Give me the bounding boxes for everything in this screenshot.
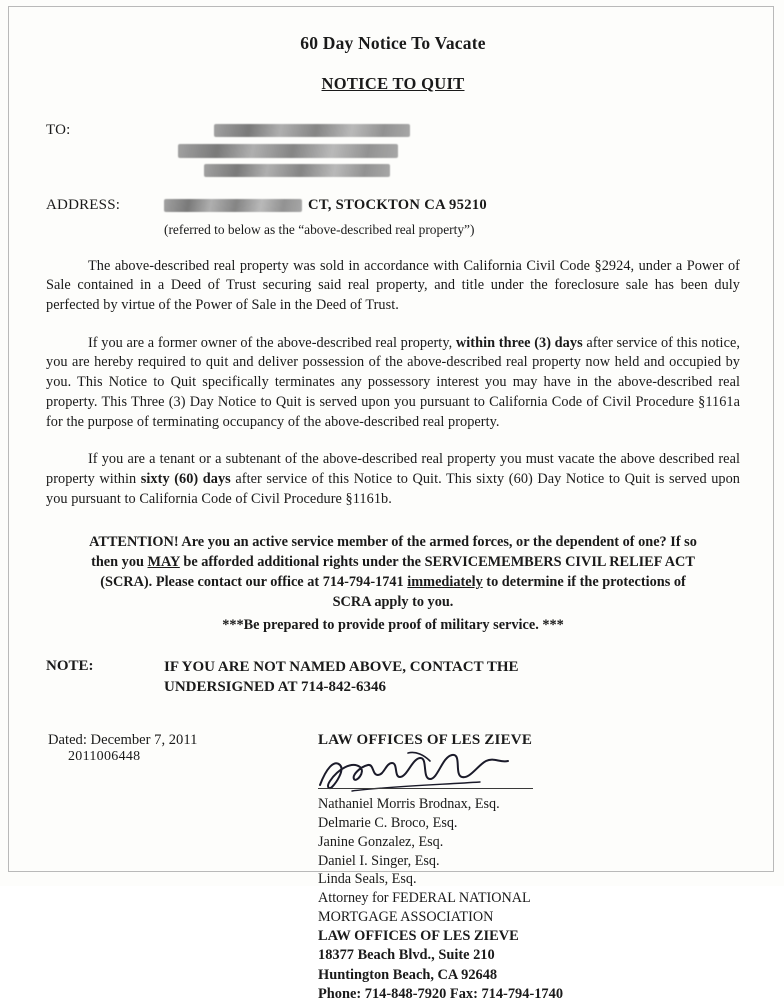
firm-footer-name: LAW OFFICES OF LES ZIEVE [318, 928, 519, 944]
attorney-name: Janine Gonzalez, Esq. [318, 833, 444, 850]
signature [318, 753, 533, 795]
redaction-bar [178, 144, 398, 158]
firm-heading: LAW OFFICES OF LES ZIEVE [318, 732, 533, 749]
property-reference-note: (referred to below as the “above-described real property”) [164, 221, 475, 237]
redaction-bar [214, 124, 410, 137]
attorney-name: Nathaniel Morris Brodnax, Esq. [318, 795, 500, 812]
attention-line-2-post: be afforded additional rights under the SERVICEMEMBERS CIVIL RELIEF ACT [179, 553, 695, 570]
dated-line: Dated: December 7, 2011 [48, 732, 198, 749]
attention-line-2-pre: then you [91, 553, 148, 570]
address-label: ADDRESS: [46, 196, 121, 213]
paragraph-tenant: If you are a tenant or a subtenant of the above-described real property you must vacate the above described real property within sixty (60) days after service of this Notice to Quit. This sixty (60) Day Notice to Quit is served upon you pursuant to California Code of Civil Procedure §1161b. [46, 451, 741, 507]
military-service-note: ***Be prepared to provide proof of military service. *** [222, 616, 564, 633]
note-text [164, 657, 740, 698]
page-title: 60 Day Notice To Vacate [300, 33, 486, 53]
attention-block [46, 532, 740, 635]
document-subtitle: NOTICE TO QUIT [321, 74, 465, 94]
address-value [164, 196, 740, 216]
note-block [46, 657, 740, 698]
signature-area [46, 731, 740, 1005]
attorney-for-line-2: MORTGAGE ASSOCIATION [318, 909, 494, 926]
attorney-name: Delmarie C. Broco, Esq. [318, 814, 458, 831]
note-line-2: UNDERSIGNED AT 714-842-6346 [164, 678, 386, 695]
firm-footer [318, 927, 740, 1005]
firm-footer-phone: Phone: 714-848-7920 Fax: 714-794-1740 [318, 986, 564, 1003]
firm-footer-street: 18377 Beach Blvd., Suite 210 [318, 947, 495, 964]
attention-immediately-underlined: immediately [407, 573, 483, 590]
redaction-bar [204, 164, 390, 177]
to-row [46, 121, 740, 178]
address-text: CT, STOCKTON CA 95210 [308, 196, 488, 213]
attention-line-4: SCRA apply to you. [332, 593, 454, 610]
attention-line-3-pre: (SCRA). Please contact our office at 714-794-1741 [100, 573, 408, 590]
paragraph-former-owner: If you are a former owner of the above-described real property, within three (3) days after service of this notice, you are hereby required to quit and deliver possession of the above-described real property now held and occupied by you. This Notice to Quit specifically terminates any possessory interest you may have in the above-described real property. This Three (3) Day Notice to Quit is served upon you pursuant to California Code of Civil Procedure §1161a for the purpose of terminating occupancy of the above-described real property. [46, 334, 740, 430]
redaction-bar [164, 199, 302, 212]
attorney-name: Linda Seals, Esq. [318, 871, 417, 888]
attorney-for-line-1: Attorney for FEDERAL NATIONAL [318, 890, 531, 907]
note-line-1: IF YOU ARE NOT NAMED ABOVE, CONTACT THE [164, 658, 519, 675]
address-row [46, 196, 740, 216]
to-value-redacted [164, 121, 740, 178]
firm-footer-city: Huntington Beach, CA 92648 [318, 966, 498, 983]
case-number: 2011006448 [68, 749, 141, 764]
document-body [46, 22, 741, 1003]
firm-block [318, 731, 740, 1005]
attention-line-3-post: to determine if the protections of [482, 573, 686, 590]
attorney-list [318, 795, 740, 927]
attention-may-underlined: MAY [147, 553, 180, 570]
signature-line [318, 788, 533, 789]
attorney-name: Daniel I. Singer, Esq. [318, 852, 440, 869]
attention-line-1: ATTENTION! Are you an active service member of the armed forces, or the dependent of one? If so [89, 533, 697, 550]
paragraph-sale: The above-described real property was sold in accordance with California Civil Code §2924, under a Power of Sale contained in a Deed of Trust securing said real property, and title under the foreclosure sale has been duly perfected by virtue of the Power of Sale in the Deed of Trust. [46, 257, 740, 314]
note-label: NOTE: [46, 657, 94, 674]
to-label: TO: [46, 121, 71, 138]
